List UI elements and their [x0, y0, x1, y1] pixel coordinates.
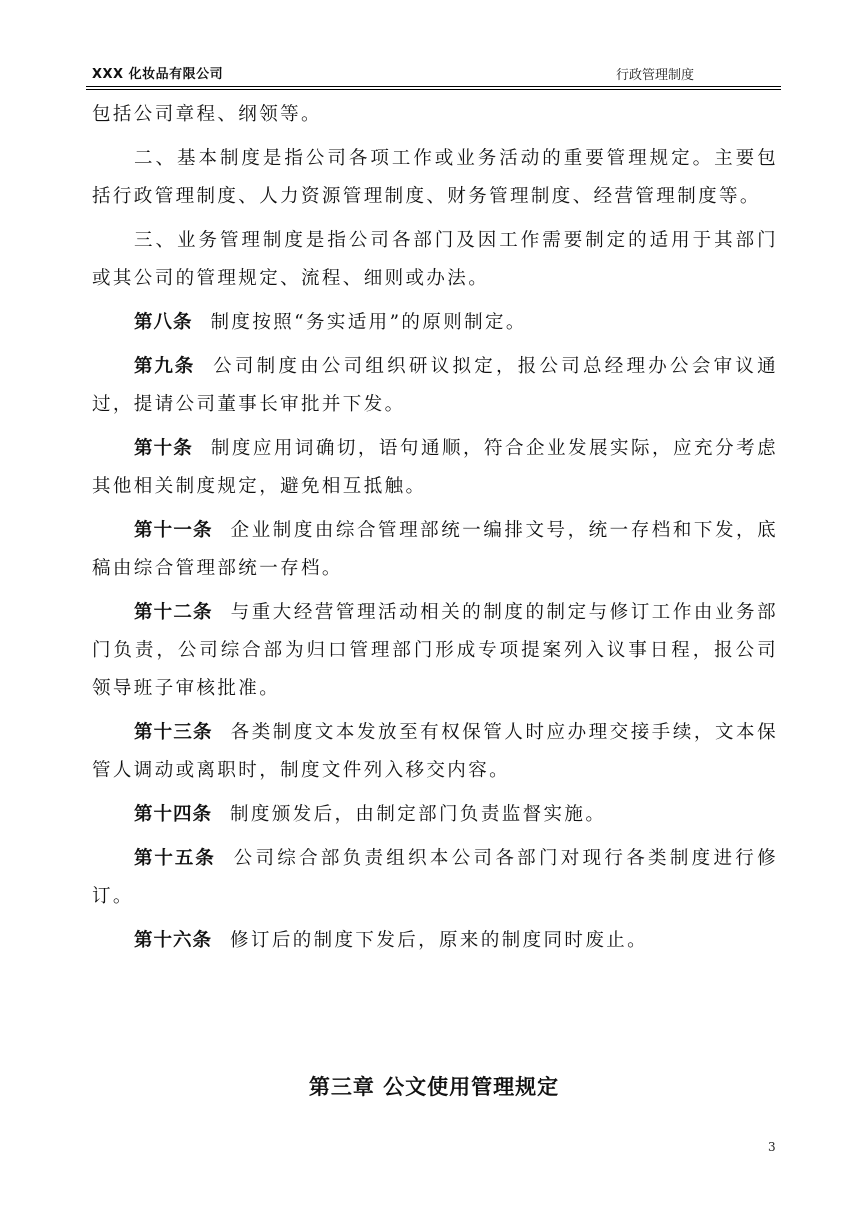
paragraph-continuation: 包括公司章程、纲领等。 — [92, 104, 322, 125]
article-label: 第十三条 — [134, 722, 213, 743]
article-text: 制度颁发后，由制定部门负责监督实施。 — [230, 804, 607, 825]
article-15 — [92, 840, 778, 916]
article-label: 第十四条 — [134, 804, 213, 825]
header-divider-secondary — [86, 89, 781, 90]
article-11 — [92, 512, 778, 588]
article-text: 修订后的制度下发后，原来的制度同时废止。 — [230, 930, 649, 951]
page-number: 3 — [768, 1140, 776, 1154]
article-label: 第十六条 — [134, 930, 213, 951]
paragraph-basic-system: 二、基本制度是指公司各项工作或业务活动的重要管理规定。主要包括行政管理制度、人力资源管理制度、财务管理制度、经营管理制度等。 — [92, 148, 778, 207]
article-label: 第十二条 — [134, 602, 213, 623]
paragraph-business-system: 三、业务管理制度是指公司各部门及因工作需要制定的适用于其部门或其公司的管理规定、流程、细则或办法。 — [92, 230, 778, 289]
article-label: 第十五条 — [134, 848, 216, 869]
article-text: 制度按照“务实适用”的原则制定。 — [210, 312, 527, 333]
article-9 — [92, 348, 778, 424]
article-14 — [92, 796, 778, 834]
document-body — [92, 96, 778, 966]
header-company-name: XXX 化妆品有限公司 — [92, 67, 224, 82]
article-label: 第十条 — [134, 438, 193, 459]
article-8 — [92, 304, 778, 342]
chapter-heading: 第三章 公文使用管理规定 — [308, 1075, 560, 1099]
article-text: 公司制度由公司组织研议拟定，报公司总经理办公会审议通过，提请公司董事长审批并下发。 — [92, 356, 778, 415]
article-text: 与重大经营管理活动相关的制度的制定与修订工作由业务部门负责，公司综合部为归口管理部门形成专项提案列入议事日程，报公司领导班子审核批准。 — [92, 602, 778, 699]
article-13 — [92, 714, 778, 790]
article-12 — [92, 594, 778, 708]
article-text: 企业制度由综合管理部统一编排文号，统一存档和下发，底稿由综合管理部统一存档。 — [92, 520, 778, 579]
article-label: 第九条 — [134, 356, 196, 377]
article-text: 制度应用词确切，语句通顺，符合企业发展实际，应充分考虑其他相关制度规定，避免相互抵触。 — [92, 438, 778, 497]
header-divider — [86, 86, 781, 87]
article-16 — [92, 922, 778, 960]
article-text: 各类制度文本发放至有权保管人时应办理交接手续，文本保管人调动或离职时，制度文件列入移交内容。 — [92, 722, 778, 781]
article-label: 第八条 — [134, 312, 193, 333]
header-section-title: 行政管理制度 — [616, 68, 695, 83]
article-10 — [92, 430, 778, 506]
article-text: 公司综合部负责组织本公司各部门对现行各类制度进行修订。 — [92, 848, 778, 907]
article-label: 第十一条 — [134, 520, 213, 541]
